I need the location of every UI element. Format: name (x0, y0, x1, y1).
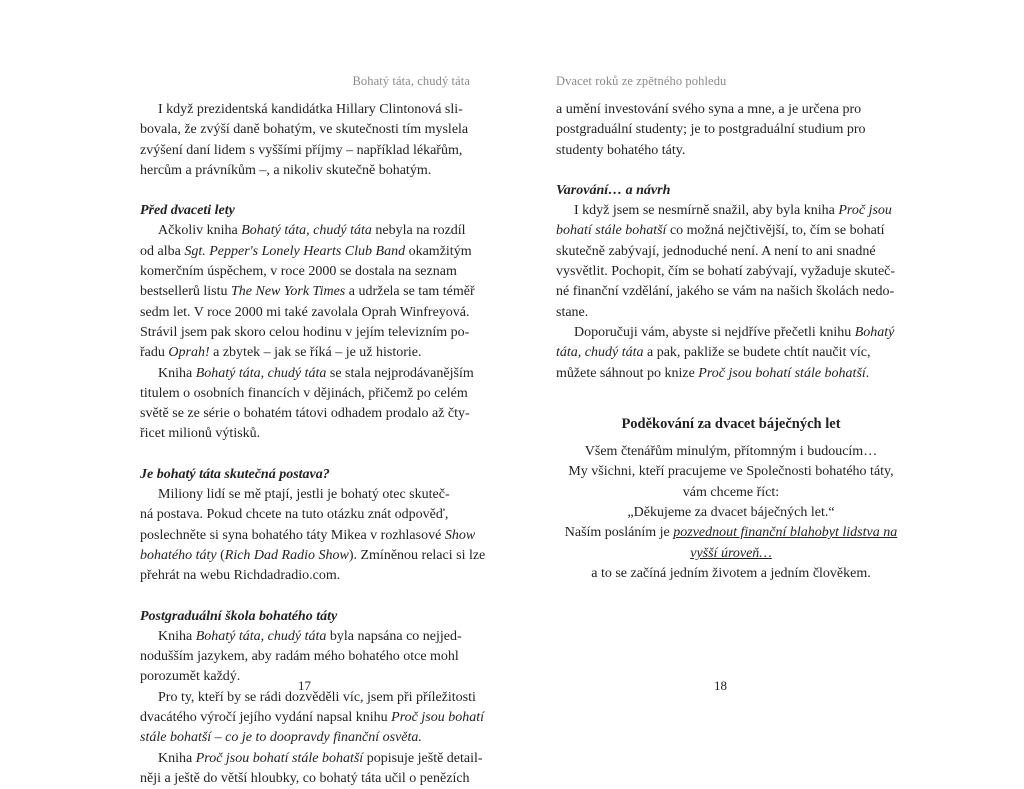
right-page (512, 0, 1024, 768)
text-line: poslechněte si syna bohatého táty Mikea v rozhlasové Show (140, 527, 476, 543)
text-line: vyšší úroveň… (690, 545, 772, 561)
text-line: „Děkujeme za dvacet báječných let.“ (627, 505, 835, 521)
text-line: můžete sáhnout po knize Proč jsou bohatí stále bohatší. (556, 365, 870, 381)
thanks-block (556, 442, 906, 584)
page-number-left: 17 (298, 678, 311, 693)
subheading-is-rich-dad-real: Je bohatý táta skutečná postava? (140, 466, 330, 482)
text-line: sedm let. V roce 2000 mi také zavolala Oprah Winfreyová. (140, 304, 470, 320)
text-line: komerčním úspěchem, v roce 2000 se dostala na seznam (140, 264, 457, 280)
thanks-heading: Poděkování za dvacet báječných let (621, 415, 841, 432)
text-line: zvýšení daní lidem s vyššími příjmy – například lékařům, (140, 142, 463, 158)
subheading-postgraduate-school: Postgraduální škola bohatého táty (140, 608, 338, 624)
text-line: něji a ještě do větší hloubky, co bohatý táta učil o penězích (140, 770, 470, 786)
text-line: stále bohatší – co je to doopravdy finanční osvěta. (140, 730, 422, 746)
text-line: Doporučuji vám, abyste si nejdříve přečetli knihu Bohatý (574, 324, 895, 340)
text-line: Kniha Proč jsou bohatí stále bohatší popisuje ještě detail- (158, 750, 483, 766)
section-postgraduate-school (140, 627, 484, 789)
section-warning (556, 201, 906, 384)
text-line: ná postava. Pokud chcete na tuto otázku znát odpověď, (140, 507, 449, 523)
paragraph-continued (556, 100, 906, 161)
text-line: I když prezidentská kandidátka Hillary Clintonová sli- (158, 102, 463, 117)
text-line: Kniha Bohatý táta, chudý táta byla napsána co nejjed- (158, 628, 462, 644)
text-line: postgraduální studenty; je to postgraduální studium pro (556, 122, 866, 138)
text-line: a to se začíná jedním životem a jedním člověkem. (591, 565, 871, 581)
text-line: skutečně zabývají, jednoduché není. A není to ani snadné (556, 243, 876, 259)
text-line: dvacátého výročí jejího vydání napsal knihu Proč jsou bohatí (140, 710, 484, 726)
text-line: stane. (556, 304, 589, 320)
section-is-rich-dad-real (140, 485, 486, 586)
text-line: Kniha Bohatý táta, chudý táta se stala nejprodávanějším (158, 365, 474, 381)
text-line: I když jsem se nesmírně snažil, aby byla kniha Proč jsou (574, 203, 892, 219)
text-line: světě se ze série o bohatém tátovi odhadem prodalo až čty- (140, 406, 470, 422)
text-line: bohatého táty (Rich Dad Radio Show). Zmíněnou relaci si lze (140, 547, 486, 563)
section-twenty-years-ago (140, 221, 480, 444)
text-line: bohatí stále bohatší co možná nejčtivější, to, čím se bohatí (556, 223, 885, 239)
text-line: řadu Oprah! a zbytek – jak se říká – je už historie. (140, 345, 422, 361)
text-line: bovala, že zvýší daně bohatým, ve skutečnosti tím myslela (140, 122, 469, 138)
text-line: Ačkoliv kniha Bohatý táta, chudý táta nebyla na rozdíl (158, 223, 466, 239)
right-body-text (556, 100, 906, 584)
subheading-twenty-years-ago: Před dvaceti lety (140, 203, 235, 219)
text-line: studenty bohatého táty. (556, 142, 686, 158)
text-line: vysvětlit. Pochopit, čím se bohatí zabývají, vyžaduje skuteč- (556, 264, 896, 280)
running-head-left: Bohatý táta, chudý táta (352, 74, 470, 88)
text-line: Všem čtenářům minulým, přítomným i budoucím… (584, 444, 878, 460)
text-line: porozumět každý. (140, 669, 241, 685)
text-line: od alba Sgt. Pepper's Lonely Hearts Club Band okamžitým (140, 243, 472, 259)
subheading-warning: Varování… a návrh (556, 182, 671, 198)
text-line: a umění investování svého syna a mne, a je určena pro (556, 102, 862, 117)
text-line: vám chceme říct: (682, 484, 780, 500)
page-number-right: 18 (714, 678, 727, 693)
text-line: titulem o osobních financích v dějinách, přičemž po celém (140, 385, 468, 401)
text-line: nodušším jazykem, aby radám mého bohatého otce mohl (140, 649, 459, 665)
text-line: bestsellerů listu The New York Times a udržela se tam téměř (140, 284, 475, 300)
text-line: Naším posláním je pozvednout finanční blahobyt lidstva na (564, 525, 898, 541)
text-line: Pro ty, kteří by se rádi dozvěděli víc, jsem při příležitosti (158, 689, 476, 705)
text-line: hercům a právníkům –, a nikoliv skutečně bohatým. (140, 162, 432, 178)
left-page (0, 0, 512, 786)
text-line: Miliony lidí se mě ptají, jestli je bohatý otec skuteč- (158, 487, 450, 503)
text-line: táta, chudý táta a pak, pakliže se budete chtít naučit víc, (556, 345, 871, 361)
text-line: né finanční vzdělání, jakého se vám na našich školách nedo- (556, 284, 895, 300)
text-line: My všichni, kteří pracujeme ve Společnosti bohatého táty, (568, 464, 894, 480)
running-head-right: Dvacet roků ze zpětného pohledu (556, 74, 727, 88)
text-line: řicet milionů výtisků. (140, 426, 261, 442)
text-line: přehrát na webu Richdadradio.com. (140, 568, 341, 584)
text-line: Strávil jsem pak skoro celou hodinu v jejím televizním po- (140, 324, 470, 340)
paragraph-intro (140, 100, 480, 181)
